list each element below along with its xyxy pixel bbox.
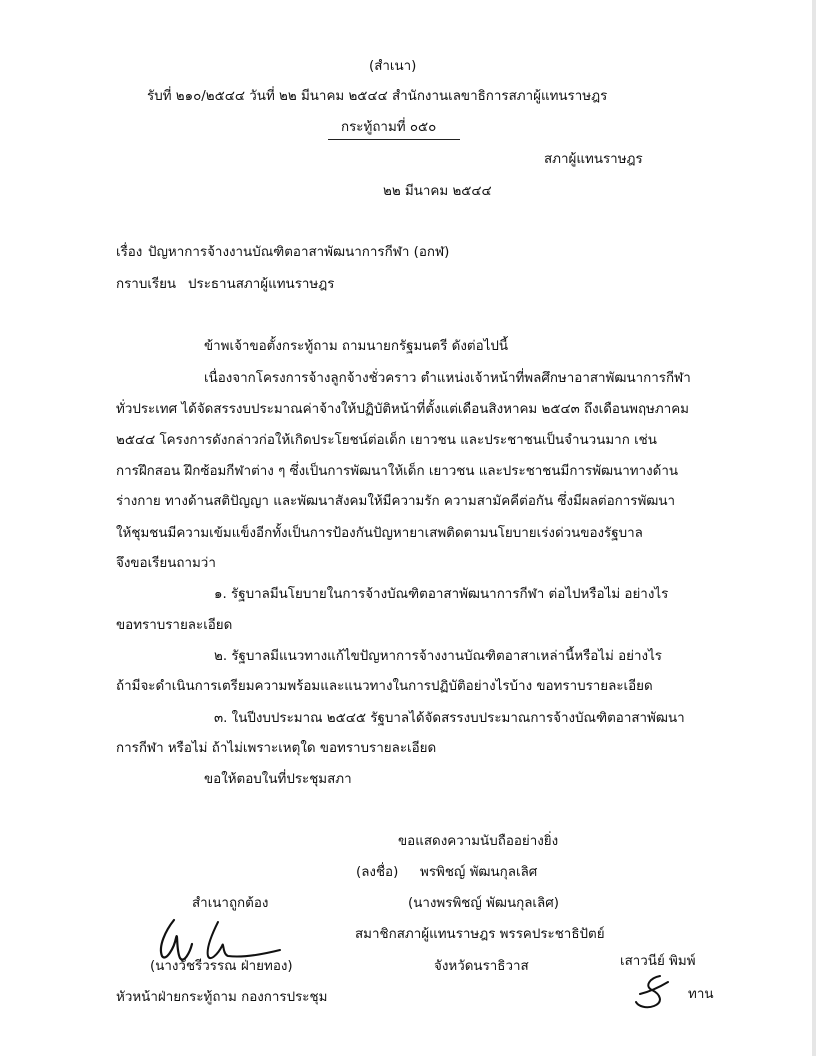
question-1-line: ๑. รัฐบาลมีนโยบายในการจ้างบัณฑิตอาสาพัฒนาการกีฬา ต่อไปหรือไม่ อย่างไร [214,587,669,602]
signed-name: พรพิชญ์ พัฒนกุลเลิศ [420,865,538,880]
closing-request: ขอให้ตอบในที่ประชุมสภา [204,772,352,787]
paragraph-line: ให้ชุมชนมีความเข้มแข็งอีกทั้งเป็นการป้องกันปัญหายาเสพติดตามนโยบายเร่งด่วนของรัฐบาล [116,526,643,541]
scan-edge [812,0,816,1056]
subject-label: เรื่อง [116,245,143,260]
checked-mark: ทาน [688,987,714,1002]
paragraph-line: ๒๕๔๔ โครงการดังกล่าวก่อให้เกิดประโยชน์ต่อเด็ก เยาวชน และประชาชนเป็นจำนวนมาก เช่น [116,433,657,448]
regards-line: ขอแสดงความนับถืออย่างยิ่ง [398,834,559,849]
question-number-underline [328,139,460,140]
addressee-label: กราบเรียน [116,277,177,292]
addressee-text: ประธานสภาผู้แทนราษฎร [188,277,335,292]
paragraph-line: จึงขอเรียนถามว่า [116,556,216,571]
document-date: ๒๒ มีนาคม ๒๕๔๔ [383,184,492,199]
question-2-line: ถ้ามีจะดำเนินการเตรียมความพร้อมและแนวทางในการปฏิบัติอย่างไรบ้าง ขอทราบรายละเอียด [116,679,653,694]
mp-position: สมาชิกสภาผู้แทนราษฎร พรรคประชาธิปัตย์ [355,927,605,942]
subject-text: ปัญหาการจ้างงานบัณฑิตอาสาพัฒนาการกีฬา (อกฬ) [148,245,450,260]
certifier-name: (นางวัชรีวรรณ ฝ่ายทอง) [150,959,293,974]
paragraph-line: การฝึกสอน ฝึกซ้อมกีฬาต่าง ๆ ซึ่งเป็นการพัฒนาให้เด็ก เยาวชน และประชาชนมีการพัฒนาทางด้าน [116,464,679,479]
paragraph-line: ร่างกาย ทางด้านสติปัญญา และพัฒนาสังคมให้มีความรัก ความสามัคคีต่อกัน ซึ่งมีผลต่อการพัฒนา [116,494,676,509]
question-1-line: ขอทราบรายละเอียด [116,618,233,633]
province: จังหวัดนราธิวาส [434,959,529,974]
question-3-line: การกีฬา หรือไม่ ถ้าไม่เพราะเหตุใด ขอทราบรายละเอียด [116,741,437,756]
signed-prefix: (ลงชื่อ) [356,865,399,880]
initials-mark [630,972,674,1012]
question-3-line: ๓. ในปีงบประมาณ ๒๕๔๕ รัฐบาลได้จัดสรรงบประมาณการจ้างบัณฑิตอาสาพัฒนา [214,711,685,726]
paragraph-line: ทั่วประเทศ ได้จัดสรรงบประมาณค่าจ้างให้ปฏิบัติหน้าที่ตั้งแต่เดือนสิงหาคม ๒๕๔๓ ถึงเดือนพฤษภาคม [116,402,690,417]
receipt-line: รับที่ ๒๑๐/๒๕๔๔ วันที่ ๒๒ มีนาคม ๒๕๔๔ สำนักงานเลขาธิการสภาผู้แทนราษฎร [147,89,608,104]
certifier-position: หัวหน้าฝ่ายกระทู้ถาม กองการประชุม [116,990,328,1005]
paragraph-line: เนื่องจากโครงการจ้างลูกจ้างชั่วคราว ตำแหน่งเจ้าหน้าที่พลศึกษาอาสาพัฒนาการกีฬา [204,371,691,386]
certified-copy-label: สำเนาถูกต้อง [192,896,269,911]
typed-by: เสาวนีย์ พิมพ์ [620,954,696,969]
question-2-line: ๒. รัฐบาลมีแนวทางแก้ไขปัญหาการจ้างงานบัณฑิตอาสาเหล่านี้หรือไม่ อย่างไร [214,649,662,664]
copy-mark: (สำเนา) [369,59,417,74]
intro-line: ข้าพเจ้าขอตั้งกระทู้ถาม ถามนายกรัฐมนตรี ดังต่อไปนี้ [204,339,509,354]
question-number: กระทู้ถามที่ ๐๕๐ [341,120,437,135]
full-name: (นางพรพิชญ์ พัฒนกุลเลิศ) [408,896,559,911]
office-name: สภาผู้แทนราษฎร [544,152,643,167]
